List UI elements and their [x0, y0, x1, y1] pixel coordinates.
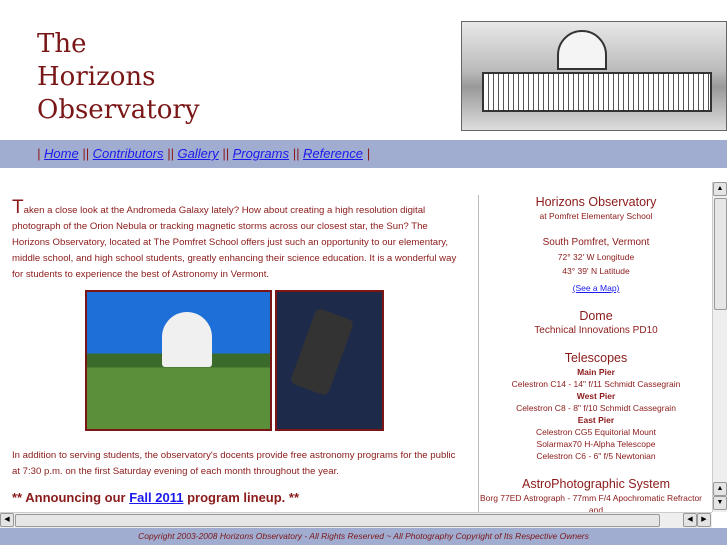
- nav-contributors[interactable]: Contributors: [92, 146, 164, 161]
- astro-system: Borg 77ED Astrograph - 77mm F/4 Apochromatic Refractor: [480, 493, 703, 503]
- main-pier-label: Main Pier: [577, 367, 615, 377]
- telescopes-heading: Telescopes: [564, 351, 628, 365]
- intro-text: aken a close look at the Andromeda Galaxy lately? How about creating a high resolution digital photograph of the Orion Nebula or tracking magnetic storms across our closest star, the Sun? The Horizons Observatory, located at The Pomfret School offers just such an opportunity to our elementary, middle school, and high school students, greatly enhancing their science education. It is a wonderful way for students to experience the best of Astronomy in Vermont.: [12, 205, 457, 280]
- latitude: 43° 39' N Latitude: [562, 266, 630, 276]
- location: South Pomfret, Vermont: [542, 237, 650, 248]
- dome-heading: Dome: [579, 309, 613, 323]
- scroll-down-button[interactable]: ▼: [713, 496, 727, 510]
- astro-and: and: [588, 505, 604, 512]
- east-pier-label: East Pier: [577, 415, 615, 425]
- sidebar-vertical-scrollbar[interactable]: [712, 182, 727, 512]
- astro-heading: AstroPhotographic System: [522, 477, 670, 491]
- east-pier-item: Solarmax70 H-Alpha Telescope: [536, 439, 656, 449]
- telescope-photo[interactable]: [275, 290, 384, 431]
- observatory-photo[interactable]: [85, 290, 272, 431]
- east-pier-item: Celestron C6 - 6" f/5 Newtonian: [536, 451, 656, 461]
- nav-bar: | Home || Contributors || Gallery || Programs || Reference |: [0, 140, 727, 168]
- dome-model: Technical Innovations PD10: [534, 325, 658, 336]
- main-frame: [0, 168, 478, 512]
- site-logo: [37, 28, 200, 127]
- announce-text: program lineup. **: [183, 490, 300, 505]
- drop-cap: T: [12, 197, 24, 218]
- east-pier-item: Celestron CG5 Equitorial Mount: [535, 427, 656, 437]
- scroll-thumb[interactable]: [15, 514, 660, 527]
- sidebar-subtitle: at Pomfret Elementary School: [539, 211, 653, 221]
- scroll-right-button[interactable]: ▶: [697, 513, 711, 527]
- longitude: 72° 32' W Longitude: [557, 252, 635, 262]
- logo-line: Horizons: [37, 62, 156, 92]
- logo-line: Observatory: [37, 95, 200, 125]
- public-programs-paragraph: In addition to serving students, the observatory's docents provide free astronomy programs for the public at 7:30 p.m. on the first Saturday evening of each month throughout the year.: [12, 450, 456, 477]
- see-map-link[interactable]: (See a Map): [572, 283, 620, 293]
- scroll-left-button[interactable]: ◀: [0, 513, 14, 527]
- announce-text: ** Announcing our: [12, 490, 130, 505]
- logo-line: The: [37, 29, 87, 59]
- intro-paragraph: [12, 197, 457, 283]
- frame-divider: [478, 195, 479, 512]
- main-pier-scope: Celestron C14 - 14" f/11 Schmidt Cassegrain: [511, 379, 681, 389]
- scroll-thumb[interactable]: [714, 198, 727, 310]
- horizontal-scrollbar[interactable]: [0, 512, 712, 528]
- scroll-up-button[interactable]: ▲: [713, 482, 727, 496]
- scroll-left-button[interactable]: ◀: [683, 513, 697, 527]
- fall-2011-link[interactable]: Fall 2011: [129, 490, 184, 505]
- footer-copyright: Copyright 2003-2008 Horizons Observatory - All Rights Reserved ~ All Photography Copyright of Its Respective Owners: [0, 528, 727, 545]
- observatory-sketch-image: [461, 21, 727, 131]
- west-pier-label: West Pier: [576, 391, 616, 401]
- nav-reference[interactable]: Reference: [302, 146, 363, 161]
- sidebar-title: Horizons Observatory: [535, 195, 657, 209]
- info-sidebar: [480, 182, 712, 512]
- nav-home[interactable]: Home: [44, 146, 79, 161]
- west-pier-scope: Celestron C8 - 8" f/10 Schmidt Cassegrain: [516, 403, 676, 413]
- nav-programs[interactable]: Programs: [232, 146, 289, 161]
- nav-gallery[interactable]: Gallery: [177, 146, 219, 161]
- announcement: [12, 490, 299, 505]
- scroll-up-button[interactable]: ▲: [713, 182, 727, 196]
